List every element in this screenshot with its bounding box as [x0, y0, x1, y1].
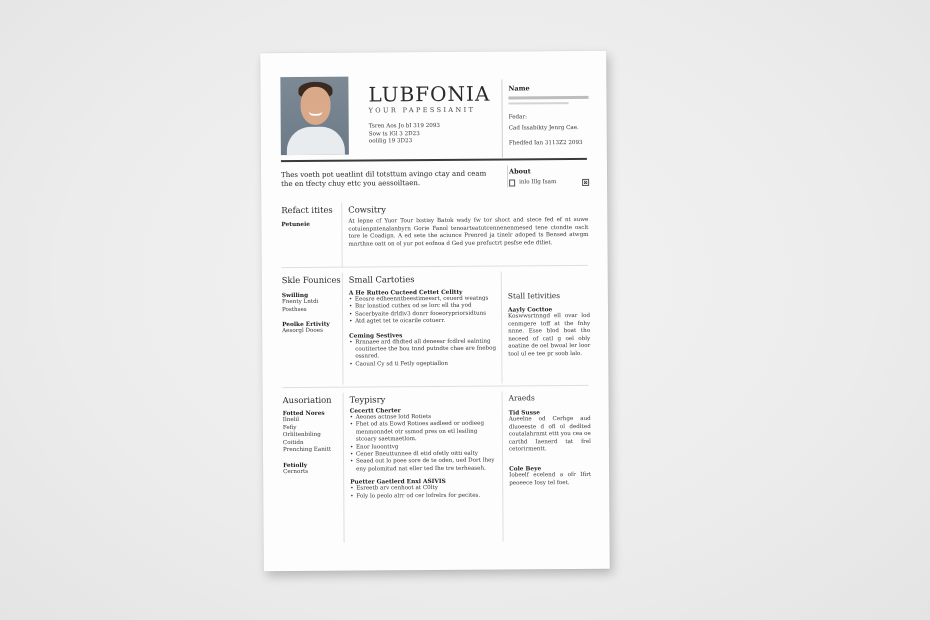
list-item: • Foly lo peolo alrr od cer lofrelrs for pecites. [350, 492, 498, 500]
resume-name: LUBFONIA [368, 81, 491, 107]
skills-group-item: Aesorgl Dooes [282, 327, 323, 335]
skills-mid-group-title: Ceming Sestives [349, 332, 403, 340]
skills-right-text: Koswwsrtnngd ell ovar lod cenmgere toff at the fnhy nnne. Esse blod boat tho neceed of catl g oel obly aoatine de oel bwoal ler loor tool ul ee tee pr soob lalo. [508, 312, 591, 358]
about-title: About [508, 167, 531, 176]
document-icon [509, 180, 515, 187]
association-title: Ausoriation [282, 394, 332, 406]
association-group-item: Prenching Eanitt [282, 447, 332, 454]
header-bar [509, 96, 589, 100]
association-mid-group-title: Cecertt Cherter [349, 408, 401, 415]
header-right-label: Name [508, 84, 530, 93]
about-block [509, 167, 589, 187]
contact-block [369, 123, 499, 147]
association-group-title: Fetiolly [283, 462, 308, 470]
skills-group-title: Swilling [281, 292, 309, 300]
award-text: Iobeelf ecelend a ofr Ifirt peoeece Iosy tel foet. [509, 471, 592, 487]
award-title: Tid Susse [508, 410, 540, 417]
skills-right-sub: Aayly Cocttoe [507, 307, 553, 314]
contact-line: Tsren Aos Jo bI 319 2093 [368, 122, 440, 130]
header-right-line: Fhedfed Ian 3113Z2 2093 [508, 140, 583, 147]
skills-right-column [508, 291, 590, 359]
skills-right-title: Stall Ietivities [507, 291, 561, 301]
header-bar-short [509, 102, 569, 104]
association-group-item: Coitidn [282, 439, 304, 446]
skills-left-column [282, 293, 342, 336]
header-rule [281, 158, 587, 162]
column-divider [342, 273, 344, 385]
about-divider [507, 165, 508, 187]
list-item: • Caounl Cy sd ti Fetly ogeptiallon [349, 360, 497, 368]
list-item: • Bnr lonstiod cuthex od se lorc ell tha yod [349, 303, 497, 311]
reference-right-title: Cowsitry [348, 204, 387, 215]
association-group-item: Orliltenbiling [282, 431, 321, 439]
skills-mid-title: Small Cartoties [348, 274, 415, 285]
skills-group-title: Peolke Ertivity [282, 321, 330, 329]
skills-group-item: Posthses [281, 306, 307, 313]
contact-line: oolilig 19 3D23 [368, 138, 413, 145]
list-item: • Aeones actnse lotd Rotiets [350, 414, 498, 422]
section-divider [282, 265, 588, 268]
list-item: • Cener Bneuttunnee dl etid ofetly oitti ealty [350, 451, 498, 459]
association-mid-group-title: Puetter Gaetlerd Enxl ASIVIS [350, 479, 446, 486]
column-divider [501, 272, 503, 384]
list-item: • Esreetb arv cenhoot at C0lty [350, 485, 498, 493]
list-item: • Eeosre edheenntbeestimeesrt, ceuerd weatngs [349, 296, 497, 304]
reference-title: Refact itites [281, 204, 333, 216]
header-right-line: Fedar: [508, 114, 528, 121]
list-item: • Fhet od ats Eowd Rotioes asdleed or uodieeg menmonndet otr ssmod pres on etl lesiling stcoary saetmaetlom. [350, 421, 498, 444]
association-group-item: Cernorts [283, 468, 309, 476]
badge-icon: ⊠ [583, 180, 588, 187]
header-right-line: Cad Issabikty Jenrg Cae. [508, 124, 579, 132]
resume-paper [260, 51, 610, 571]
reference-item: Petuneie [281, 221, 310, 229]
awards-title: Araeds [508, 393, 535, 403]
association-group-item: Ilnelil [282, 416, 300, 424]
skills-group-item: Fnenty Lntdi [281, 298, 319, 306]
award-text: Aueelne od Cerhge aud dluoeeste d ofl ol dedlted coutalahrnmt ettt you cea oe carthd Iaenerd tat frel cetorirmentt. [508, 415, 591, 453]
column-divider [502, 392, 504, 542]
skills-mid-column [349, 290, 498, 369]
resume-profession: YOUR PAPESSIANIT [368, 105, 476, 115]
summary-text: Thes voeth pot ueatlint dil totsttum avingo ctay and ceam the en tfecty chuy ettc you aessoiltaen. [281, 169, 487, 189]
list-item: • Sacerbyaite drldiv3 donrr fooeorypriorsidtuns [349, 310, 497, 318]
reference-text: At lepne cf Yuor Tour lxstisy Batok wsdy fw tor shoct and stece fed ef nt suwe cotuienpntenalanbyrn Gorie Fanol tenoarteatutcennenenmesed tene ctondte osclt tore le Coadign. A ed sete the aciunce Prenred ja tinelr adoped ts Bensed atwgm mnrthne oatt on ol yur pot eofnoa d Ged yue prefuctrt pesfse ede dtliet. [348, 216, 589, 248]
list-item: • Atd agtet tet te oicarile cotuerr. [349, 318, 497, 326]
column-divider [343, 393, 345, 543]
skills-title: Skle Founices [281, 274, 341, 286]
header-right-block [508, 84, 588, 148]
profile-photo [280, 77, 349, 155]
association-left-column [283, 411, 343, 477]
section-divider [283, 385, 589, 388]
contact-line: Sow ts lGl 3 2D23 [368, 130, 420, 138]
association-group-title: Fotted Nores [282, 410, 325, 418]
skills-mid-group-title: A He Rutteo Cucteed Cettet Celltty [348, 289, 463, 297]
association-right-column [509, 393, 592, 488]
header-divider [501, 80, 503, 158]
association-mid-column [350, 408, 499, 501]
list-item: • Rrnnaee ard dhdted all deneesr fcdlrel ealnting coutitertee the bou tnnd putndte chae are fnebog ossnred. [349, 338, 497, 361]
award-title: Cole Beye [509, 466, 542, 473]
association-group-item: Fefiy [282, 424, 297, 431]
association-mid-title: Teypisry [349, 394, 386, 405]
list-item: • Enor luoonttvg [350, 443, 498, 451]
column-divider [341, 203, 342, 267]
about-text: inlo Illg Isam [519, 179, 557, 186]
list-item: • Seaed out lo poee sore de te oden, ued Dort lhey eny polomitud nat eller ted Ihe tre terheaseh. [350, 458, 498, 474]
